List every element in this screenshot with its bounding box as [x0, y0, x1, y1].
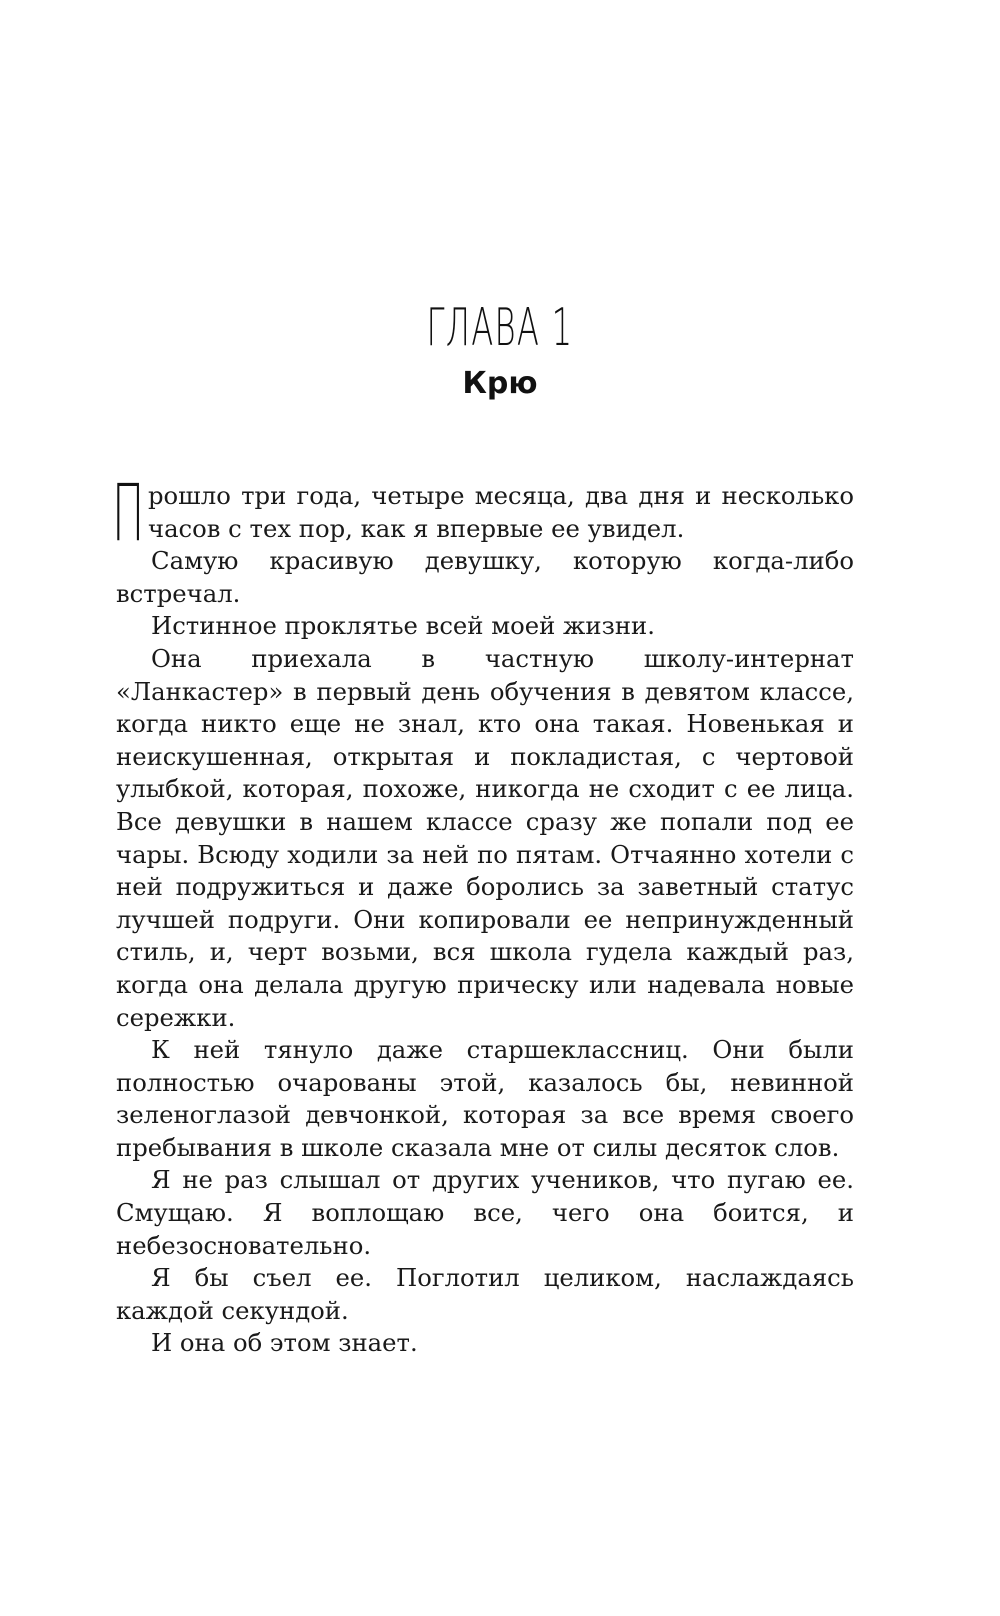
paragraph-5: К ней тянуло даже старшеклассниц. Они были полностью очарованы этой, казалось бы, невинной зеленоглазой девчонкой, которая за все время своего пребывания в школе сказала мне от силы десяток слов.: [116, 1035, 854, 1162]
paragraph-8: И она об этом знает.: [151, 1328, 418, 1358]
chapter-text: [112, 469, 854, 1360]
paragraph-1-text: рошло три года, четыре месяца, два дня и несколько часов с тех пор, как я впервые ее увидел.: [148, 481, 854, 543]
paragraph-2: Самую красивую девушку, которую когда-либо встречал.: [116, 546, 854, 608]
paragraph-3: Истинное проклятье всей моей жизни.: [151, 611, 655, 641]
paragraph-6: Я не раз слышал от других учеников, что пугаю ее. Смущаю. Я воплощаю все, чего она боится, и небезосновательно.: [116, 1165, 854, 1260]
drop-cap: П: [112, 469, 145, 559]
chapter-subtitle: Крю: [462, 366, 538, 401]
paragraph-7: Я бы съел ее. Поглотил целиком, наслаждаясь каждой секундой.: [116, 1263, 854, 1325]
paragraph-4: Она приехала в частную школу-интернат «Ланкастер» в первый день обучения в девятом классе, когда никто еще не знал, кто она такая. Новенькая и неискушенная, открытая и покладистая, с чертовой улыбкой, которая, похоже, никогда не сходит с ее лица. Все девушки в нашем классе сразу же попали под ее чары. Всюду ходили за ней по пятам. Отчаянно хотели с ней подружиться и даже боролись за заветный статус лучшей подруги. Они копировали ее непринужденный стиль, и, черт возьми, вся школа гудела каждый раз, когда она делала другую прическу или надевала новые сережки.: [116, 643, 854, 1032]
paragraph-1: [112, 469, 854, 559]
chapter-title: ГЛАВА 1: [426, 298, 574, 358]
